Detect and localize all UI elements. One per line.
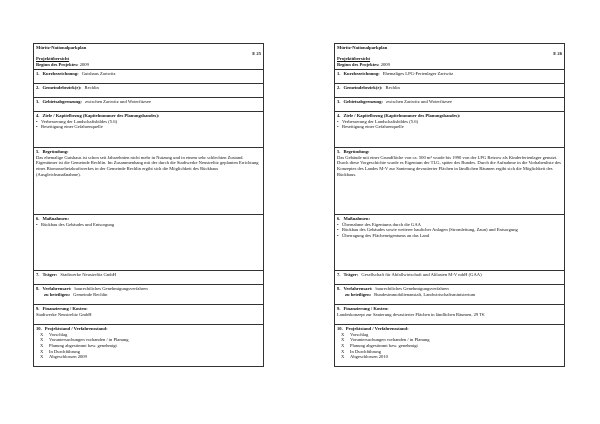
sponsor-value: Stadtwerke Neustrelitz GmbH [60, 272, 117, 278]
project-start: Beginn des Projektes: 2009 [337, 61, 390, 67]
status-item: X Vorschlag [40, 331, 68, 337]
field-status: 10. Projektstand / Verfahrensstand: X Vorschlag X Voruntersuchungen vorhanden / in Planung X Planung abgestimmt bzw. genehmigt X In Durchführung X Abgeschlossen 2010 [335, 325, 565, 367]
status-item: X Voruntersuchungen vorhanden / in Planung [341, 337, 430, 343]
status-item: X In Durchführung [40, 348, 80, 354]
status-item: X Abgeschlossen 2010 [341, 354, 388, 360]
field-goals: 4. Ziele / Kapitelbezug (Kapitelnummer des Planungsbandes): • Verbesserung der Landschaftsbildes (5.6) • Beseitigung einer Gefahrenquelle [34, 112, 264, 148]
field-measures: 6. Maßnahmen: • Rückbau des Gebäudes und Entsorgung [34, 215, 264, 271]
header-cell [34, 44, 264, 70]
field-municipality: 2. Gemeindebezirk(e): Rechlin [34, 84, 264, 98]
municipality-value: Rechlin [385, 85, 400, 91]
status-item: X In Durchführung [341, 348, 381, 354]
measures-list [337, 222, 562, 239]
form-table [334, 43, 565, 367]
project-code: E 26 [553, 50, 562, 56]
field-municipality: 2. Gemeindebezirk(e): Rechlin [335, 84, 565, 98]
form-table [33, 43, 264, 367]
sheet-subtitle: Projektübersicht [36, 56, 70, 62]
field-procedure: 8. Verfahrensart: baurechtliches Genehmigungsverfahren zu beteiligen: Gemeinde Rechlin [34, 285, 264, 305]
financing-value: Landeskonzept zur Sanierung devastierter Flächen in ländlichen Räumen, 29 T€ [337, 311, 485, 317]
status-item: X Abgeschlossen 2009 [40, 354, 87, 360]
list-item: • Beseitigung einer Gefahrenquelle [337, 124, 562, 130]
field-boundary: 3. Gebietsabgrenzung: zwischen Zartwitz und Woterfitzsee [335, 98, 565, 112]
sponsor-value: Gesellschaft für Abfallwirtschaft und Altlasten M-V mbH (GAA) [361, 272, 482, 278]
field-sponsor: 7. Träger: Gesellschaft für Abfallwirtschaft und Altlasten M-V mbH (GAA) [335, 271, 565, 285]
justification-text: Das ehemalige Gutshaus ist schon seit Jahrzehnten nicht mehr in Nutzung und in einem sehr schlechten Zustand. Eigentümer ist die Gemeinde Rechlin. Im Zusammenhang mit der durch die Stadtwerke Neustrelitz geplanten Errichtung eines Biomasseheizkraftwerkes in der Gemeinde Rechlin ergibt sich die Möglichkeit des Rückbaus (Ausgleichsmaßnahme). [36, 154, 259, 177]
list-item: • Überragung des Flächeneigentums an das Land [337, 233, 562, 239]
field-boundary: 3. Gebietsabgrenzung: zwischen Zartwitz und Woterfitzsee [34, 98, 264, 112]
field-financing: 9. Finanzierung / Kosten: Stadtwerke Neustrelitz GmbH [34, 305, 264, 325]
status-item: X Voruntersuchungen vorhanden / in Planung [40, 337, 129, 343]
project-sheet-e25 [33, 43, 264, 367]
field-justification: 5. Begründung: Das ehemalige Gutshaus ist schon seit Jahrzehnten nicht mehr in Nutzung und in einem sehr schlechten Zustand. Eigentümer ist die Gemeinde Rechlin. Im Zusammenhang mit der durch die Stadtwerke Neustrelitz geplanten Errichtung eines Biomasseheizkraftwerkes in der Gemeinde Rechlin ergibt sich die Möglichkeit des Rückbaus (Ausgleichsmaßnahme). [34, 148, 264, 215]
sheet-subtitle: Projektübersicht [337, 56, 371, 62]
status-item: X Planung abgestimmt bzw. genehmigt [40, 342, 117, 348]
field-justification: 5. Begründung: Das Gebäude mit einer Grundfläche von ca. 500 m² wurde bis 1990 von der LPG Retzow als Kinderferienlager genutzt. Durch diese Vorgeschichte wurde es Eigentum der TLG, später des Bundes. Durch die Aufnahme in die Vorhabenliste des Konzeptes des Landes M-V zur Sanierung devastierter Flächen in ländlichen Räumen ergibt sich die Möglichkeit des Rückbaus. [335, 148, 565, 215]
project-code: E 25 [252, 50, 261, 56]
project-start: Beginn des Projektes: 2009 [36, 61, 89, 67]
list-item: • Verbesserung der Landschaftsbildes (5.6) [337, 119, 562, 125]
plan-title: Müritz-Nationalparkplan [36, 45, 87, 51]
list-item: • Übernahme des Eigentums durch die GAA [337, 222, 562, 228]
project-sheet-e26 [334, 43, 565, 367]
plan-title: Müritz-Nationalparkplan [337, 45, 388, 51]
list-item: • Rückbau des Gebäudes sowie weiterer baulicher Anlagen (Stromleitung, Zaun) und Entsorgung [337, 227, 562, 233]
short-name-value: Ehemaliges LPG-Ferienlager Zartwitz [382, 71, 454, 77]
field-short-name: 1. Kurzbezeichnung: Ehemaliges LPG-Ferienlager Zartwitz [335, 70, 565, 84]
field-goals: 4. Ziele / Kapitelbezug (Kapitelnummer des Planungsbandes): • Verbesserung der Landschaftsbildes (5.6) • Beseitigung einer Gefahrenquelle [335, 112, 565, 148]
goals-list [337, 119, 562, 130]
field-sponsor: 7. Träger: Stadtwerke Neustrelitz GmbH [34, 271, 264, 285]
justification-text: Das Gebäude mit einer Grundfläche von ca. 500 m² wurde bis 1990 von der LPG Retzow als Kinderferienlager genutzt. Durch diese Vorgeschichte wurde es Eigentum der TLG, später des Bundes. Durch die Aufnahme in die Vorhabenliste des Konzeptes des Landes M-V zur Sanierung devastierter Flächen in ländlichen Räumen ergibt sich die Möglichkeit des Rückbaus. [337, 154, 561, 177]
status-item: X Planung abgestimmt bzw. genehmigt [341, 342, 418, 348]
field-short-name: 1. Kurzbezeichnung: Gutshaus Zartwitz [34, 70, 264, 84]
short-name-value: Gutshaus Zartwitz [81, 71, 116, 77]
measures-list [36, 222, 261, 228]
field-procedure: 8. Verfahrensart: baurechtliches Genehmigungsverfahren zu beteiligen: Bundesimmobilienanstalt, Landwirtschaftsministerium [335, 285, 565, 305]
goals-list [36, 119, 261, 130]
financing-value: Stadtwerke Neustrelitz GmbH [36, 311, 92, 317]
status-item: X Vorschlag [341, 331, 369, 337]
list-item: • Verbesserung der Landschaftsbildes (5.6) [36, 119, 261, 125]
field-measures: 6. Maßnahmen: • Übernahme des Eigentums durch die GAA • Rückbau des Gebäudes sowie weiterer baulicher Anlagen (Stromleitung, Zaun) und Entsorgung • Überragung des Flächeneigentums an das Land [335, 215, 565, 271]
boundary-value: zwischen Zartwitz und Woterfitzsee [385, 99, 452, 105]
participants-value: Gemeinde Rechlin [73, 291, 108, 297]
procedure-value: baurechtliches Genehmigungsverfahren [74, 286, 148, 292]
list-item: • Beseitigung einer Gefahrenquelle [36, 124, 261, 130]
participants-value: Bundesimmobilienanstalt, Landwirtschaftsministerium [374, 291, 476, 297]
boundary-value: zwischen Zartwitz und Woterfitzsee [84, 99, 151, 105]
header-cell [335, 44, 565, 70]
procedure-value: baurechtliches Genehmigungsverfahren [375, 286, 449, 292]
field-financing: 9. Finanzierung / Kosten: Landeskonzept zur Sanierung devastierter Flächen in ländlichen Räumen, 29 T€ [335, 305, 565, 325]
municipality-value: Rechlin [84, 85, 99, 91]
list-item: • Rückbau des Gebäudes und Entsorgung [36, 222, 261, 228]
field-status: 10. Projektstand / Verfahrensstand: X Vorschlag X Voruntersuchungen vorhanden / in Planung X Planung abgestimmt bzw. genehmigt X In Durchführung X Abgeschlossen 2009 [34, 325, 264, 367]
